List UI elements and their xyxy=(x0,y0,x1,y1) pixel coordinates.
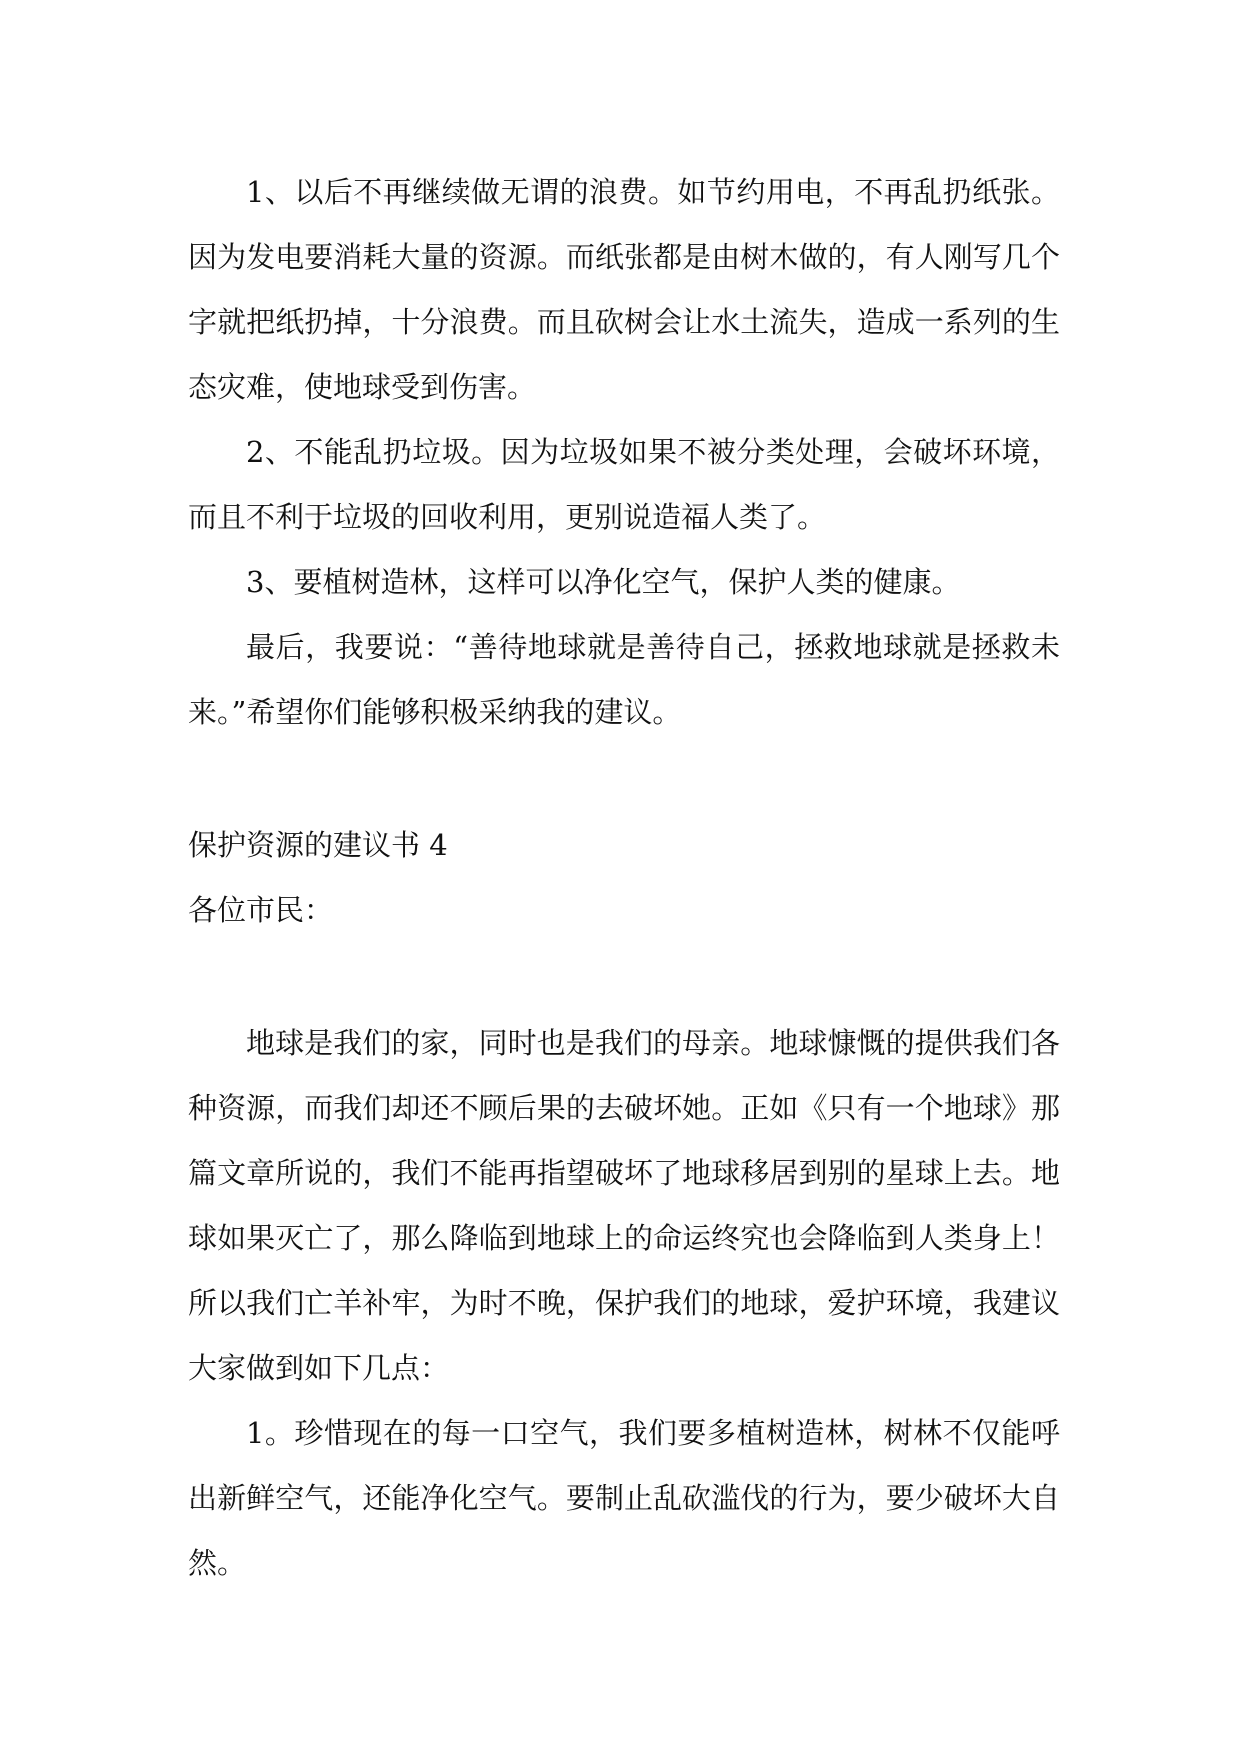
section-spacer xyxy=(188,745,1060,813)
paragraph-4: 最后，我要说：“善待地球就是善待自己，拯救地球就是拯救未来。”希望你们能够积极采纳我的建议。 xyxy=(188,630,1060,729)
salutation-spacer xyxy=(188,943,1060,1011)
paragraph-5: 地球是我们的家，同时也是我们的母亲。地球慷慨的提供我们各种资源，而我们却还不顾后果的去破坏她。正如《只有一个地球》那篇文章所说的，我们不能再指望破坏了地球移居到别的星球上去。地球如果灭亡了，那么降临到地球上的命运终究也会降临到人类身上！所以我们亡羊补牢，为时不晚，保护我们的地球，爱护环境，我建议大家做到如下几点： xyxy=(188,1026,1060,1385)
document-content xyxy=(188,160,1060,1596)
paragraph-2: 2、不能乱扔垃圾。因为垃圾如果不被分类处理，会破坏环境，而且不利于垃圾的回收利用，更别说造福人类了。 xyxy=(188,435,1060,534)
paragraph-3: 3、要植树造林，这样可以净化空气，保护人类的健康。 xyxy=(246,565,961,599)
paragraph-1: 1、以后不再继续做无谓的浪费。如节约用电，不再乱扔纸张。因为发电要消耗大量的资源。而纸张都是由树木做的，有人刚写几个字就把纸扔掉，十分浪费。而且砍树会让水土流失，造成一系列的生态灾难，使地球受到伤害。 xyxy=(188,175,1060,404)
paragraph-6: 1。珍惜现在的每一口空气，我们要多植树造林，树林不仅能呼出新鲜空气，还能净化空气。要制止乱砍滥伐的行为，要少破坏大自然。 xyxy=(188,1416,1060,1580)
section-title: 保护资源的建议书 4 xyxy=(188,828,448,862)
salutation: 各位市民： xyxy=(188,893,334,927)
